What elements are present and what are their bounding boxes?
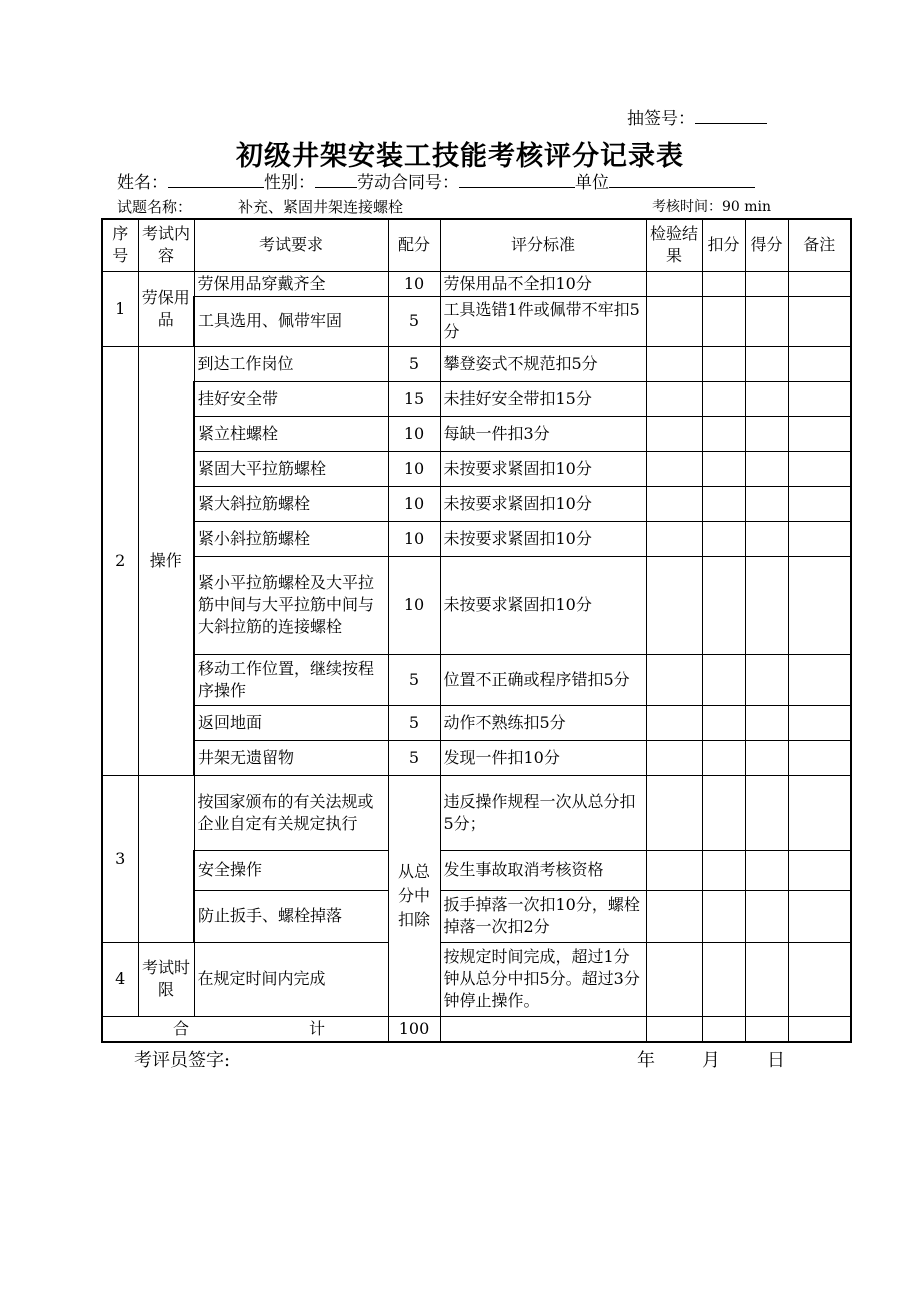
result-cell[interactable] bbox=[646, 381, 702, 416]
points-cell: 10 bbox=[388, 451, 440, 486]
scoring-table bbox=[101, 218, 852, 1043]
result-cell[interactable] bbox=[646, 890, 702, 942]
points-cell: 10 bbox=[388, 416, 440, 451]
deduct-cell[interactable] bbox=[702, 296, 745, 346]
date-day-label: 日 bbox=[767, 1050, 785, 1071]
table-row bbox=[102, 296, 851, 346]
criteria-cell: 扳手掉落一次扣10分，螺栓掉落一次扣2分 bbox=[440, 890, 646, 942]
deduct-cell[interactable] bbox=[702, 654, 745, 705]
criteria-cell: 工具选错1件或佩带不牢扣5分 bbox=[440, 296, 646, 346]
score-cell[interactable] bbox=[745, 654, 788, 705]
result-cell[interactable] bbox=[646, 451, 702, 486]
score-cell[interactable] bbox=[745, 890, 788, 942]
section-4-content: 考试时限 bbox=[138, 942, 194, 1016]
name-blank[interactable] bbox=[168, 170, 264, 188]
requirement-cell: 井架无遗留物 bbox=[194, 740, 388, 775]
remark-cell[interactable] bbox=[788, 346, 851, 381]
requirement-cell: 返回地面 bbox=[194, 705, 388, 740]
score-cell[interactable] bbox=[745, 486, 788, 521]
points-cell: 10 bbox=[388, 271, 440, 296]
points-cell: 10 bbox=[388, 486, 440, 521]
unit-blank[interactable] bbox=[609, 170, 755, 188]
deduct-cell[interactable] bbox=[702, 381, 745, 416]
section-3-content bbox=[138, 775, 194, 942]
total-score-cell[interactable] bbox=[745, 1016, 788, 1042]
points-cell: 5 bbox=[388, 346, 440, 381]
deduct-cell[interactable] bbox=[702, 942, 745, 1016]
header-result: 检验结果 bbox=[646, 219, 702, 271]
table-row bbox=[102, 740, 851, 775]
header-remark: 备注 bbox=[788, 219, 851, 271]
header-content: 考试内容 bbox=[138, 219, 194, 271]
score-cell[interactable] bbox=[745, 850, 788, 890]
deduct-cell[interactable] bbox=[702, 775, 745, 850]
header-no: 序号 bbox=[102, 219, 138, 271]
requirement-cell: 到达工作岗位 bbox=[194, 346, 388, 381]
criteria-cell: 未按要求紧固扣10分 bbox=[440, 486, 646, 521]
score-cell[interactable] bbox=[745, 416, 788, 451]
table-row bbox=[102, 521, 851, 556]
table-row bbox=[102, 271, 851, 296]
points-cell: 5 bbox=[388, 654, 440, 705]
requirement-cell: 紧立柱螺栓 bbox=[194, 416, 388, 451]
score-cell[interactable] bbox=[745, 346, 788, 381]
subject-value: 补充、紧固井架连接螺栓 bbox=[238, 198, 404, 216]
remark-cell[interactable] bbox=[788, 705, 851, 740]
table-row bbox=[102, 850, 851, 890]
points-cell: 5 bbox=[388, 296, 440, 346]
score-cell[interactable] bbox=[745, 381, 788, 416]
remark-cell[interactable] bbox=[788, 271, 851, 296]
requirement-cell: 防止扳手、螺栓掉落 bbox=[194, 890, 388, 942]
criteria-cell: 按规定时间完成，超过1分钟从总分中扣5分。超过3分钟停止操作。 bbox=[440, 942, 646, 1016]
lot-number-field bbox=[627, 104, 767, 129]
result-cell[interactable] bbox=[646, 740, 702, 775]
result-cell[interactable] bbox=[646, 705, 702, 740]
requirement-cell: 劳保用品穿戴齐全 bbox=[194, 271, 388, 296]
remark-cell[interactable] bbox=[788, 654, 851, 705]
total-result-cell[interactable] bbox=[646, 1016, 702, 1042]
requirement-cell: 紧固大平拉筋螺栓 bbox=[194, 451, 388, 486]
criteria-cell: 攀登姿式不规范扣5分 bbox=[440, 346, 646, 381]
result-cell[interactable] bbox=[646, 521, 702, 556]
header-requirement: 考试要求 bbox=[194, 219, 388, 271]
date-year-label: 年 bbox=[637, 1050, 655, 1071]
result-cell[interactable] bbox=[646, 486, 702, 521]
result-cell[interactable] bbox=[646, 654, 702, 705]
lot-number-blank[interactable] bbox=[695, 106, 767, 124]
criteria-cell: 每缺一件扣3分 bbox=[440, 416, 646, 451]
criteria-cell: 劳保用品不全扣10分 bbox=[440, 271, 646, 296]
unit-label: 单位 bbox=[575, 173, 609, 193]
total-remark-cell[interactable] bbox=[788, 1016, 851, 1042]
remark-cell[interactable] bbox=[788, 521, 851, 556]
total-deduct-cell[interactable] bbox=[702, 1016, 745, 1042]
criteria-cell: 发现一件扣10分 bbox=[440, 740, 646, 775]
deduct-cell[interactable] bbox=[702, 346, 745, 381]
points-cell: 10 bbox=[388, 556, 440, 654]
criteria-cell: 违反操作规程一次从总分扣5分； bbox=[440, 775, 646, 850]
remark-cell[interactable] bbox=[788, 850, 851, 890]
deduct-cell[interactable] bbox=[702, 486, 745, 521]
header-score: 得分 bbox=[745, 219, 788, 271]
result-cell[interactable] bbox=[646, 556, 702, 654]
criteria-cell: 未按要求紧固扣10分 bbox=[440, 556, 646, 654]
result-cell[interactable] bbox=[646, 296, 702, 346]
criteria-cell: 发生事故取消考核资格 bbox=[440, 850, 646, 890]
header-deduct: 扣分 bbox=[702, 219, 745, 271]
score-cell[interactable] bbox=[745, 740, 788, 775]
date-month-label: 月 bbox=[702, 1050, 720, 1071]
name-label: 姓名： bbox=[117, 173, 168, 193]
deduct-cell[interactable] bbox=[702, 740, 745, 775]
table-row bbox=[102, 705, 851, 740]
requirement-cell: 紧小斜拉筋螺栓 bbox=[194, 521, 388, 556]
score-cell[interactable] bbox=[745, 451, 788, 486]
deduct-cell[interactable] bbox=[702, 416, 745, 451]
requirement-cell: 工具选用、佩带牢固 bbox=[194, 296, 388, 346]
points-cell: 5 bbox=[388, 705, 440, 740]
table-row bbox=[102, 451, 851, 486]
result-cell[interactable] bbox=[646, 416, 702, 451]
section-2-content: 操作 bbox=[138, 346, 194, 775]
score-cell[interactable] bbox=[745, 942, 788, 1016]
table-row bbox=[102, 381, 851, 416]
remark-cell[interactable] bbox=[788, 451, 851, 486]
remark-cell[interactable] bbox=[788, 296, 851, 346]
total-criteria-cell bbox=[440, 1016, 646, 1042]
deduct-cell[interactable] bbox=[702, 705, 745, 740]
requirement-cell: 挂好安全带 bbox=[194, 381, 388, 416]
remark-cell[interactable] bbox=[788, 486, 851, 521]
table-row bbox=[102, 775, 851, 850]
total-label-1: 合 bbox=[173, 1018, 190, 1038]
result-cell[interactable] bbox=[646, 346, 702, 381]
requirement-cell: 按国家颁布的有关法规或企业自定有关规定执行 bbox=[194, 775, 388, 850]
result-cell[interactable] bbox=[646, 271, 702, 296]
score-cell[interactable] bbox=[745, 775, 788, 850]
table-row bbox=[102, 556, 851, 654]
requirement-cell: 紧大斜拉筋螺栓 bbox=[194, 486, 388, 521]
deduct-cell[interactable] bbox=[702, 521, 745, 556]
requirement-cell: 安全操作 bbox=[194, 850, 388, 890]
result-cell[interactable] bbox=[646, 942, 702, 1016]
points-cell: 10 bbox=[388, 521, 440, 556]
remark-cell[interactable] bbox=[788, 416, 851, 451]
header-points: 配分 bbox=[388, 219, 440, 271]
deduct-cell[interactable] bbox=[702, 850, 745, 890]
remark-cell[interactable] bbox=[788, 740, 851, 775]
table-row bbox=[102, 486, 851, 521]
exam-time: 考核时间：90 min bbox=[652, 199, 772, 215]
deduct-cell[interactable] bbox=[702, 451, 745, 486]
gender-label: 性别： bbox=[264, 173, 315, 193]
header-criteria: 评分标准 bbox=[440, 219, 646, 271]
section-3-no: 3 bbox=[102, 775, 138, 942]
criteria-cell: 未按要求紧固扣10分 bbox=[440, 521, 646, 556]
score-cell[interactable] bbox=[745, 556, 788, 654]
deduct-cell[interactable] bbox=[702, 271, 745, 296]
points-cell: 15 bbox=[388, 381, 440, 416]
table-row bbox=[102, 654, 851, 705]
subject-label: 试题名称： bbox=[117, 198, 193, 216]
requirement-cell: 移动工作位置，继续按程序操作 bbox=[194, 654, 388, 705]
lot-number-label: 抽签号： bbox=[627, 109, 695, 129]
remark-cell[interactable] bbox=[788, 775, 851, 850]
table-row bbox=[102, 346, 851, 381]
section-1-content: 劳保用品 bbox=[138, 271, 194, 346]
section-2-no: 2 bbox=[102, 346, 138, 775]
remark-cell[interactable] bbox=[788, 890, 851, 942]
remark-cell[interactable] bbox=[788, 556, 851, 654]
gender-blank[interactable] bbox=[315, 170, 357, 188]
criteria-cell: 位置不正确或程序错扣5分 bbox=[440, 654, 646, 705]
points-cell: 5 bbox=[388, 740, 440, 775]
total-row bbox=[102, 1016, 851, 1042]
contract-blank[interactable] bbox=[459, 170, 575, 188]
score-cell[interactable] bbox=[745, 521, 788, 556]
result-cell[interactable] bbox=[646, 850, 702, 890]
score-cell[interactable] bbox=[745, 296, 788, 346]
criteria-cell: 未挂好安全带扣15分 bbox=[440, 381, 646, 416]
table-row bbox=[102, 416, 851, 451]
remark-cell[interactable] bbox=[788, 942, 851, 1016]
section-4-no: 4 bbox=[102, 942, 138, 1016]
table-row bbox=[102, 890, 851, 942]
deduct-cell[interactable] bbox=[702, 556, 745, 654]
signer-label: 考评员签字: bbox=[134, 1050, 231, 1071]
requirement-cell: 紧小平拉筋螺栓及大平拉筋中间与大平拉筋中间与大斜拉筋的连接螺栓 bbox=[194, 556, 388, 654]
deduct-cell[interactable] bbox=[702, 890, 745, 942]
result-cell[interactable] bbox=[646, 775, 702, 850]
candidate-info-line bbox=[117, 168, 755, 193]
page-title: 初级井架安装工技能考核评分记录表 bbox=[236, 141, 684, 172]
contract-label: 劳动合同号： bbox=[357, 173, 459, 193]
criteria-cell: 未按要求紧固扣10分 bbox=[440, 451, 646, 486]
remark-cell[interactable] bbox=[788, 381, 851, 416]
total-label-cell bbox=[102, 1016, 388, 1042]
total-points: 100 bbox=[388, 1016, 440, 1042]
requirement-cell: 在规定时间内完成 bbox=[194, 942, 388, 1016]
table-header-row bbox=[102, 219, 851, 271]
criteria-cell: 动作不熟练扣5分 bbox=[440, 705, 646, 740]
score-cell[interactable] bbox=[745, 271, 788, 296]
score-cell[interactable] bbox=[745, 705, 788, 740]
total-label-2: 计 bbox=[309, 1018, 326, 1038]
merged-points-cell: 从总分中扣除 bbox=[388, 775, 440, 1016]
section-1-no: 1 bbox=[102, 271, 138, 346]
table-row bbox=[102, 942, 851, 1016]
